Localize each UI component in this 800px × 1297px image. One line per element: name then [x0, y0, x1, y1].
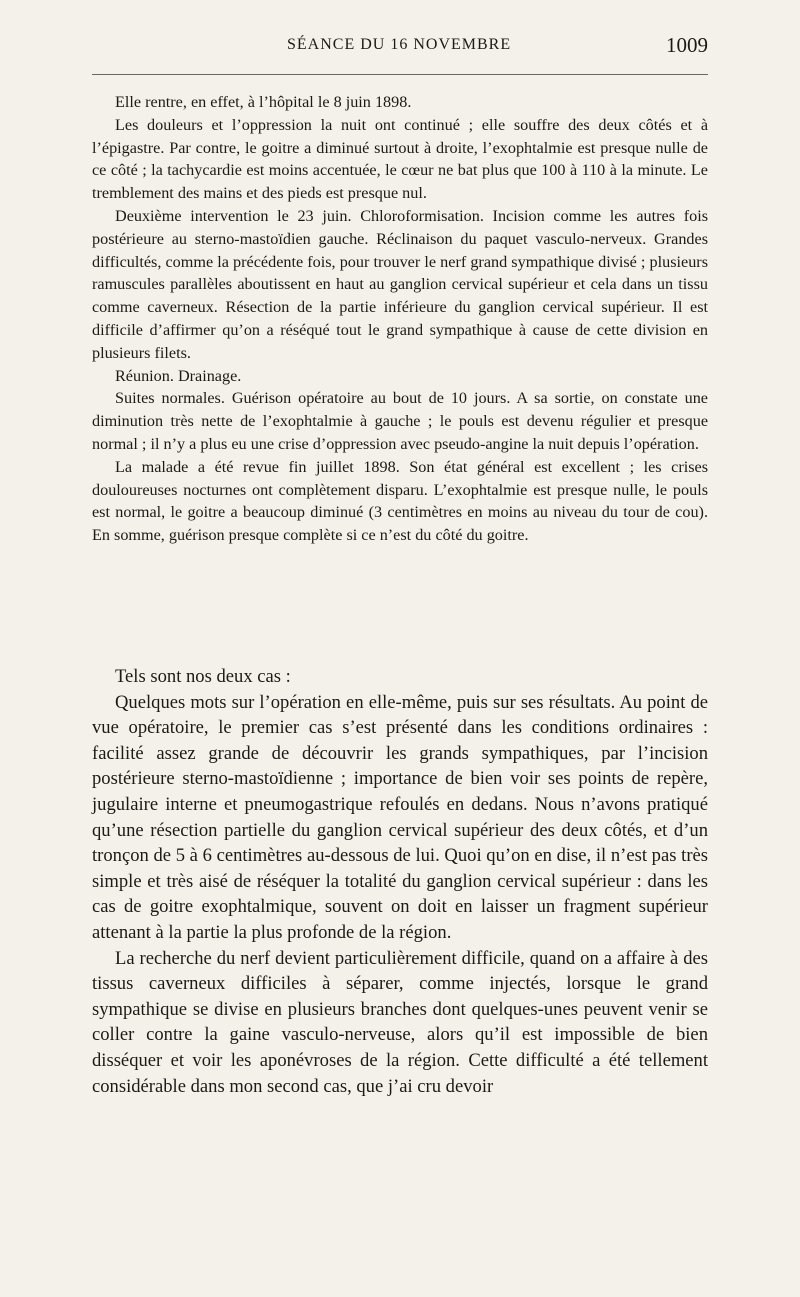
page-number: 1009: [666, 33, 708, 57]
paragraph-reunion-drainage: Réunion. Drainage.: [115, 366, 242, 385]
paragraph-readmission: Elle rentre, en effet, à l’hôpital le 8 juin 1898.: [115, 93, 412, 111]
header-rule: [92, 74, 708, 75]
paragraph-second-intervention: Deuxième intervention le 23 juin. Chloroformisation. Incision comme les autres fois postérieure au sterno-mastoïdien gauche. Réclinaison du paquet vasculo-nerveux. Grandes difficultés, comme la précédente fois, pour trouver le nerf grand sympathique divisé ; plusieurs ramuscules parallèles aboutissent en haut au ganglion cervical supérieur et cela dans un tissu comme caverneux. Résection de la partie inférieure du ganglion cervical supérieur. Il est difficile d’affirmer qu’on a réséqué tout le grand sympathique à cause de cette division en plusieurs filets.: [92, 206, 708, 362]
paragraph-two-cases: Tels sont nos deux cas :: [115, 666, 291, 687]
discussion-section: [92, 664, 708, 1099]
paragraph-operation-results: Quelques mots sur l’opération en elle-même, puis sur ses résultats. Au point de vue opératoire, le premier cas s’est présenté dans les conditions ordinaires : facilité assez grande de découvrir les grands sympathiques, par l’incision postérieure sterno-mastoïdienne ; importance de bien voir ses points de repère, jugulaire interne et pneumogastrique refoulés en dedans. Nous n’avons pratiqué qu’une résection partielle du ganglion cervical supérieur des deux côtés, et d’un tronçon de 5 à 6 centimètres au-dessous de lui. Quoi qu’on en dise, il n’est pas très simple et très aisé de réséquer la totalité du ganglion cervical supérieur : dans les cas de goitre exophtalmique, souvent on doit en laisser un fragment supérieur attenant à la partie la plus profonde de la région.: [92, 691, 708, 943]
paragraph-follow-up: La malade a été revue fin juillet 1898. Son état général est excellent ; les crises douloureuses nocturnes ont complètement disparu. L’exophtalmie est presque nulle, le pouls est normal, le goitre a beaucoup diminué (3 centimètres en moins au niveau du tour de cou). En somme, guérison presque complète si ce n’est du côté du goitre.: [92, 457, 708, 545]
paragraph-nerve-search: La recherche du nerf devient particulièrement difficile, quand on a affaire à des tissus caverneux difficiles à séparer, comme injectés, lorsque le grand sympathique se divise en plusieurs branches dont quelques-unes peuvent venir se coller contre la gaine vasculo-nerveuse, alors qu’il est impossible de bien disséquer et voir les aponévroses de la région. Cette difficulté a été tellement considérable dans mon second cas, que j’ai cru devoir: [92, 947, 708, 1097]
running-title: SÉANCE DU 16 NOVEMBRE: [287, 36, 512, 53]
page-header: [92, 33, 708, 63]
paragraph-postoperative-course: Suites normales. Guérison opératoire au bout de 10 jours. A sa sortie, on constate une diminution très nette de l’exophtalmie à gauche ; le pouls est devenu régulier et presque normal ; il n’y a plus eu une crise d’oppression avec pseudo-angine la nuit depuis l’opération.: [92, 389, 708, 453]
case-report-section: [92, 91, 708, 547]
paragraph-symptoms: Les douleurs et l’oppression la nuit ont continué ; elle souffre des deux côtés et à l’épigastre. Par contre, le goitre a diminué surtout à droite, l’exophtalmie est presque nulle de ce côté ; la tachycardie est moins accentuée, le cœur ne bat plus que 100 à 110 à la minute. Le tremblement des mains et des pieds est presque nul.: [92, 115, 708, 203]
